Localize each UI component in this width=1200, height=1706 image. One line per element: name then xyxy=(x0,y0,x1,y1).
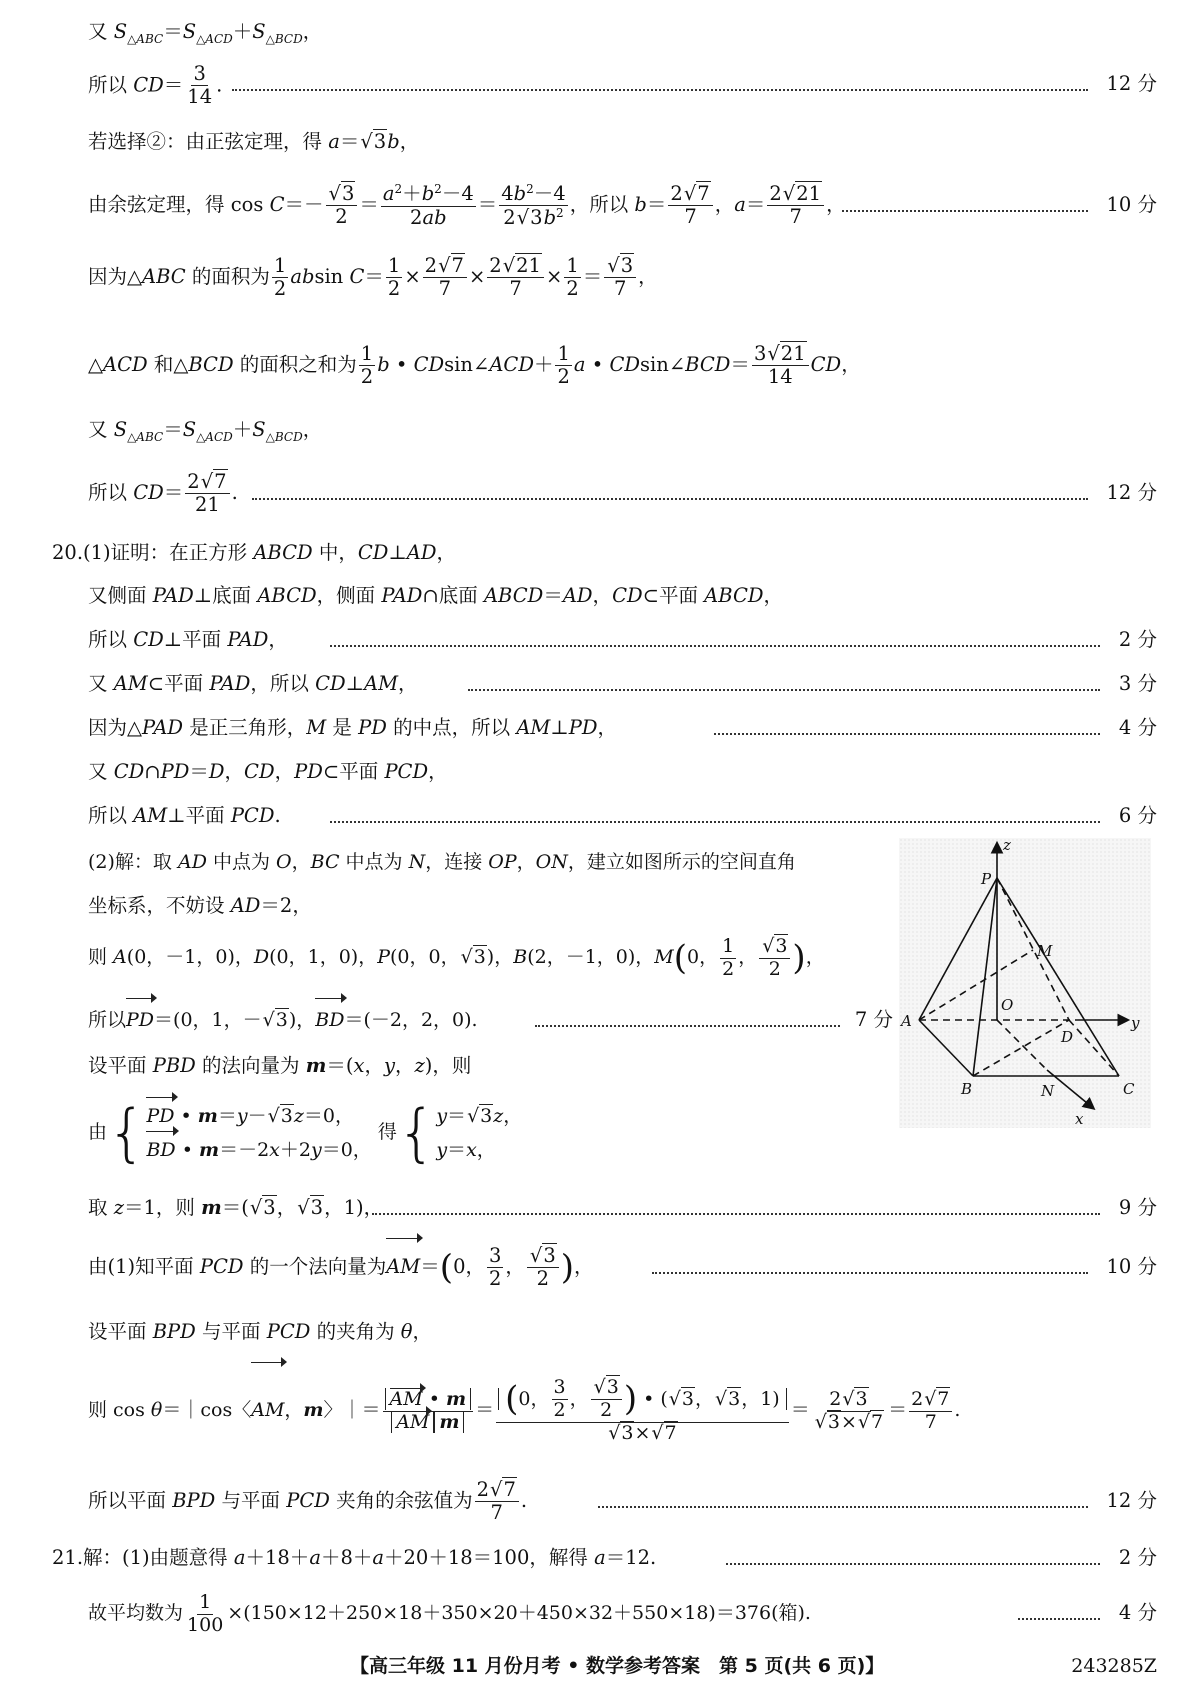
label-x: x xyxy=(1075,1110,1084,1128)
q20-line-system: 由{ PD • m＝y－√3z＝0， BD • m＝－2x＋2y＝0， 得{ y＝√3z， y＝x， xyxy=(88,1096,523,1169)
edge-pc xyxy=(997,878,1119,1076)
x-axis-dashed xyxy=(997,1020,1047,1070)
edge-pb xyxy=(973,878,997,1076)
score: 9 分 xyxy=(1118,1196,1157,1219)
score: 12 分 xyxy=(1106,1489,1157,1512)
edge-pa xyxy=(919,878,997,1020)
score: 7 分 xyxy=(854,1008,893,1031)
score: 2 分 xyxy=(1118,1546,1157,1569)
score: 4 分 xyxy=(1118,716,1157,739)
q20-line-8: (2)解：取 AD 中点为 O，BC 中点为 N，连接 OP，ON，建立如图所示的空间直角 xyxy=(88,851,796,873)
q20-line-am: 由(1)知平面 PCD 的一个法向量为AM＝(0， $\frac{3}{2}$ ， $\frac{√3}{2}$ )， 10 分 xyxy=(0,1240,1200,1294)
label-b: B xyxy=(961,1080,973,1098)
q20-line-normal: 设平面 PBD 的法向量为 m＝(x，y，z)，则 xyxy=(88,1054,472,1077)
line-area-relation-1: 又 $S_{\triangle ABC}=S_{\triangle ACD}+S_{\triangle BCD}$， xyxy=(88,20,323,46)
score: 2 分 xyxy=(1118,628,1157,651)
footer-code: 243285Z xyxy=(1071,1655,1157,1677)
score: 6 分 xyxy=(1118,804,1157,827)
q20-line-angle: 设平面 BPD 与平面 PCD 的夹角为 θ， xyxy=(88,1320,433,1343)
label-p: P xyxy=(981,870,992,888)
q20-line-5: 因为△PAD 是正三角形，M 是 PD 的中点，所以 AM⊥PD， 4 分 xyxy=(0,708,1200,748)
segment-am xyxy=(919,950,1033,1020)
line-area-sum: △ACD 和△BCD 的面积之和为 $\frac{1}{2}$ b • CDsin∠ACD＋ $\frac{1}{2}$ a • CDsin∠BCD＝ $\frac{3√21}{14}$ CD， xyxy=(88,341,861,388)
q20-line-3: 所以 CD⊥平面 PAD， 2 分 xyxy=(0,620,1200,660)
edge-bd xyxy=(973,1020,1069,1076)
score: 4 分 xyxy=(1118,1601,1157,1624)
pyramid-figure xyxy=(899,838,1151,1128)
q20-line-coords: 则 A(0，－1，0)，D(0，1，0)，P(0，0，√3)，B(2，－1，0)，M(0， $\frac{1}{2}$ ， $\frac{√3}{2}$ )， xyxy=(88,934,825,980)
label-c: C xyxy=(1123,1080,1135,1098)
q21-line-2: 故平均数为 $\frac{1}{100}$ ×(150×12＋250×18＋350×20＋450×32＋550×18)＝376(箱). 4 分 xyxy=(0,1586,1200,1640)
score: 10 分 xyxy=(1106,1255,1157,1278)
score: 12 分 xyxy=(1106,72,1157,95)
q20-line-7: 所以 AM⊥平面 PCD. 6 分 xyxy=(0,796,1200,836)
label-n: N xyxy=(1041,1082,1055,1100)
label-y: y xyxy=(1131,1014,1140,1032)
q20-line-vectors: 所以PD＝(0，1，－√3)，BD＝(－2，2，0). 7 分 xyxy=(0,1000,1200,1040)
line-cosine-law: 由余弦定理，得 cos C＝－ $\frac{√3}{2}$ ＝ $\frac{a^2+b^2-4}{2ab}$ ＝ $\frac{4b^2-4}{2√3b^2}$ ，所以 b＝ $\frac{2√7}{7}$ ，a＝ $\frac{2√21}{7}$ ， 10 分 xyxy=(0,178,1200,232)
q20-line-take-z: 取 z＝1，则 m＝(√3，√3，1)， 9 分 xyxy=(0,1188,1200,1228)
q20-line-9: 坐标系，不妨设 AD＝2， xyxy=(88,894,312,917)
q20-line-4: 又 AM⊂平面 PAD，所以 CD⊥AM， 3 分 xyxy=(0,664,1200,704)
line-choice-2: 若选择②：由正弦定理，得 a＝√3b， xyxy=(88,130,420,153)
score: 12 分 xyxy=(1106,481,1157,504)
line-area-abc: 因为△ABC 的面积为 $\frac{1}{2}$ absin C＝ $\frac{1}{2}$ × $\frac{2√7}{7}$ × $\frac{2√21}{7}$ × $\frac{1}{2}$ ＝ $\frac{√3}{7}$ ， xyxy=(88,253,658,300)
q21-line-1: 21.解：(1)由题意得 a＋18＋a＋8＋a＋20＋18＝100，解得 a＝12. 2 分 xyxy=(0,1538,1200,1578)
label-a: A xyxy=(901,1012,912,1030)
edge-ab xyxy=(919,1020,973,1076)
q20-line-2: 又侧面 PAD⊥底面 ABCD，侧面 PAD∩底面 ABCD＝AD，CD⊂平面 ABCD， xyxy=(88,584,784,607)
fraction: $\frac{3}{14}$ xyxy=(187,62,213,109)
q20-line-6: 又 CD∩PD＝D，CD，PD⊂平面 PCD， xyxy=(88,760,448,783)
footer-title: 【高三年级 11 月份月考 • 数学参考答案 第 5 页(共 6 页)】 xyxy=(350,1655,885,1677)
score: 3 分 xyxy=(1118,672,1157,695)
line-area-relation-2: 又 $S_{\triangle ABC}=S_{\triangle ACD}+S_{\triangle BCD}$， xyxy=(88,418,323,444)
score: 10 分 xyxy=(1106,193,1157,216)
label-d: D xyxy=(1061,1028,1074,1046)
q20-line-cos: 则 cos θ＝｜cos〈AM，m〉｜＝ AM • m AM m ＝ (0， $\frac{3}{2}$ ， $\frac{√3}{2}$ ) • (√3，√3，1) √3×√7 ＝ $\frac{2√3}{√3\times√7}$ ＝ $\frac{2√7}{7}$ . xyxy=(0,1364,1200,1456)
pyramid-diagram xyxy=(899,838,1151,1128)
line-cd-result-2: 所以 CD＝ $\frac{2√7}{21}$ . 12 分 xyxy=(0,466,1200,520)
line-cd-result-1: 所以 CD＝ $\frac{3}{14}$ . 12 分 xyxy=(88,62,1157,109)
edge-dc xyxy=(1069,1020,1119,1076)
page-footer xyxy=(0,1646,1200,1686)
label-o: O xyxy=(1001,996,1014,1014)
label-z: z xyxy=(1003,838,1011,854)
q20-line-1: 20.(1)证明：在正方形 ABCD 中，CD⊥AD， xyxy=(52,541,457,564)
q20-line-final: 所以平面 BPD 与平面 PCD 夹角的余弦值为 $\frac{2√7}{7}$ . 12 分 xyxy=(0,1474,1200,1528)
label-m: M xyxy=(1037,942,1053,960)
